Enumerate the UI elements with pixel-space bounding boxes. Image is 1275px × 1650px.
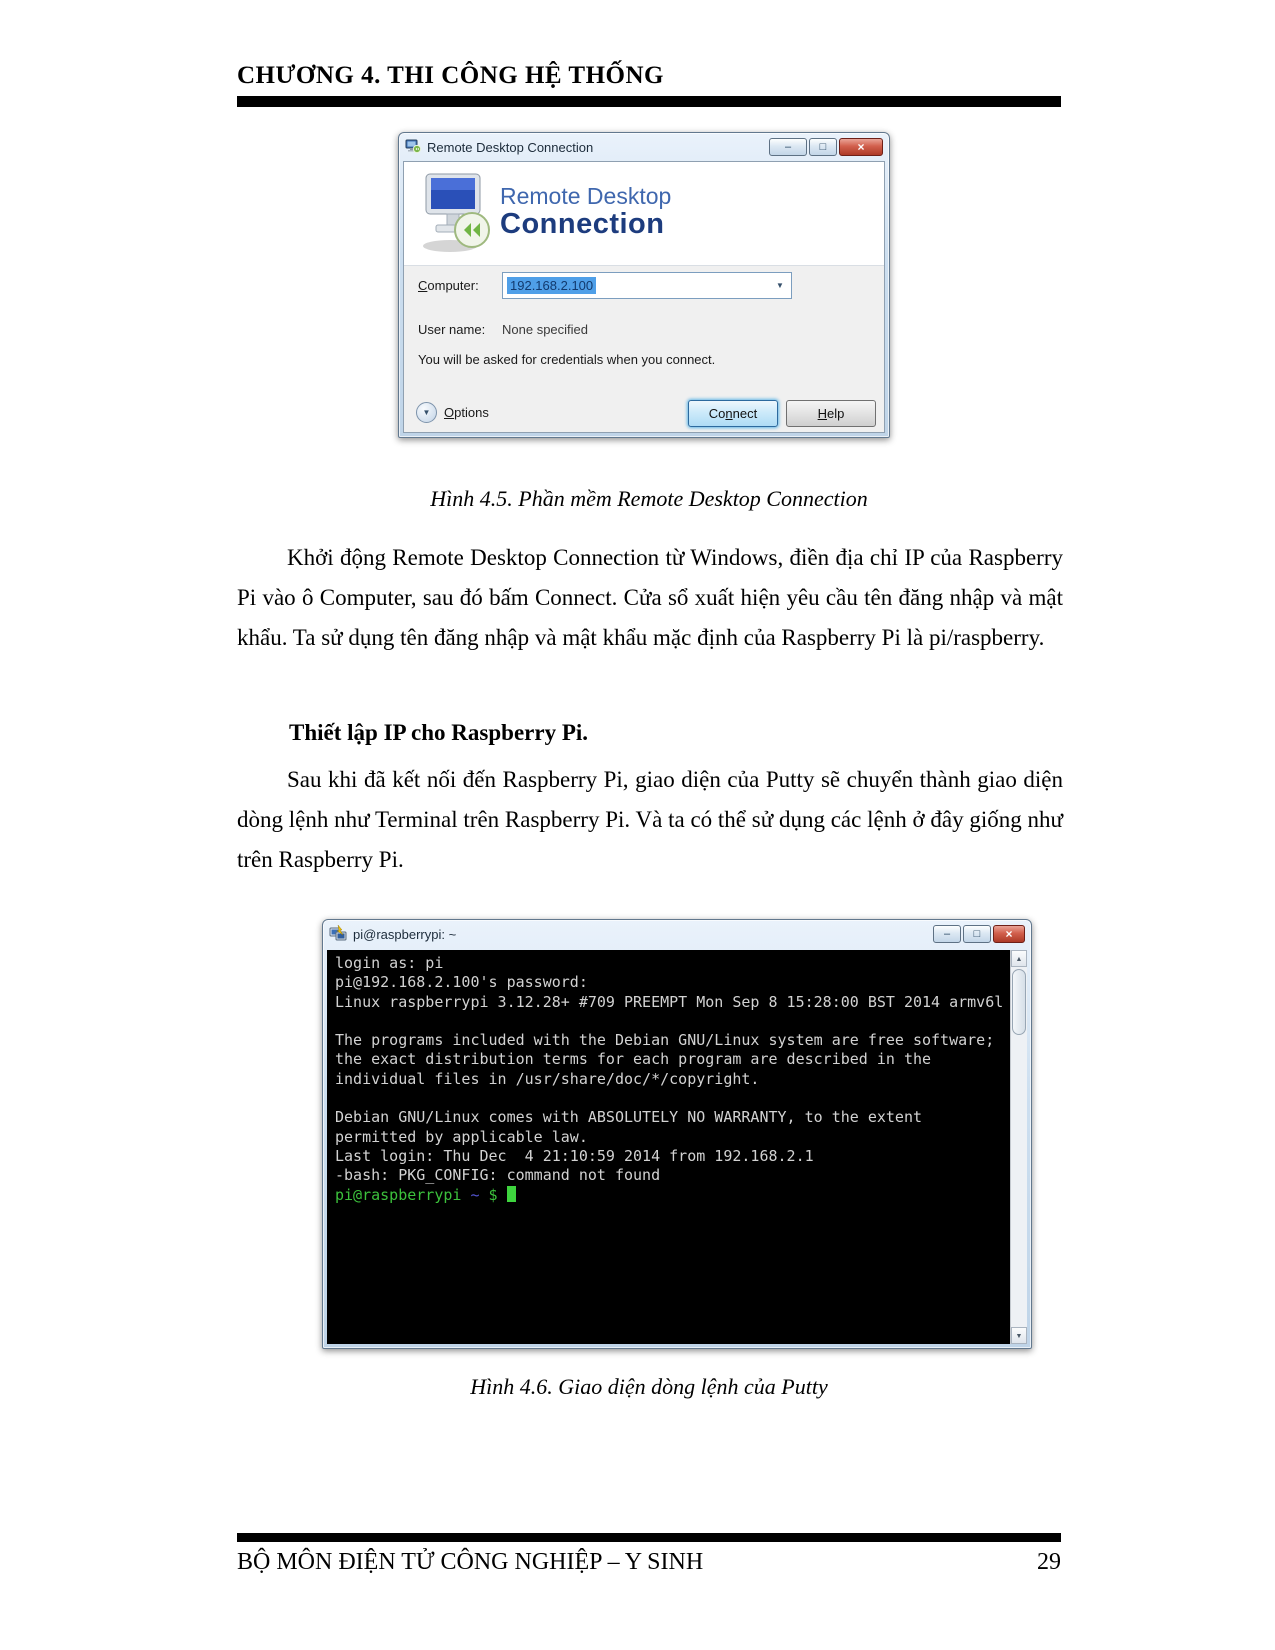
terminal-line: individual files in /usr/share/doc/*/copyright. [335,1069,760,1088]
rdc-window [398,132,890,438]
credentials-note: You will be asked for credentials when you connect. [418,352,716,367]
terminal-line: permitted by applicable law. [335,1127,588,1146]
prompt-symbol: $ [488,1185,498,1204]
terminal-line: Last login: Thu Dec 4 21:10:59 2014 from 192.168.2.1 [335,1146,814,1165]
rdc-window-title: Remote Desktop Connection [427,139,594,155]
rdc-brand [500,184,671,241]
computer-combobox[interactable] [502,272,792,299]
close-button[interactable] [839,138,883,156]
rdc-app-icon [405,138,421,157]
terminal-cursor [507,1186,516,1202]
close-icon: × [857,140,865,154]
terminal-line [335,1012,1003,1031]
combo-dropdown-button[interactable] [771,275,789,296]
terminal-line: login as: pi [335,954,444,972]
putty-window-title: pi@raspberrypi: ~ [353,926,457,942]
prompt-path: ~ [470,1185,480,1204]
scroll-down-button[interactable] [1011,1327,1027,1344]
options-button[interactable] [416,402,489,423]
page-footer [237,1549,1061,1576]
chevron-down-icon: ▼ [422,408,431,417]
footer-department: BỘ MÔN ĐIỆN TỬ CÔNG NGHIỆP – Y SINH [237,1549,704,1575]
scroll-up-button[interactable] [1011,950,1027,967]
computer-value: 192.168.2.100 [507,277,596,294]
brand-line-1: Remote Desktop [500,183,672,209]
minimize-icon: – [943,927,951,940]
options-expand-icon [416,402,437,423]
paragraph-1: Khởi động Remote Desktop Connection từ Windows, điền địa chỉ IP của Raspberry Pi vào ô Computer, sau đó bấm Connect. Cửa sổ xuất hiện yêu cầu tên đăng nhập và mật khẩu. Ta sử dụng tên đăng nhập và mật khẩu mặc định của Raspberry Pi là pi/raspberry. [237,545,1063,650]
terminal-line: the exact distribution terms for each program are described in the [335,1050,932,1069]
putty-titlebar[interactable] [323,920,1031,948]
figure-caption-4-5: Hình 4.5. Phần mềm Remote Desktop Connection [430,486,868,511]
remote-desktop-icon [420,172,494,259]
footer-rule [237,1533,1061,1542]
terminal-line: Debian GNU/Linux comes with ABSOLUTELY NO WARRANTY, to the extent [335,1108,922,1127]
terminal-line [335,1089,1003,1108]
minimize-icon: – [784,140,792,153]
options-label: Options [444,405,489,420]
help-label: Help [817,406,845,421]
rdc-banner [404,162,884,266]
brand-line-2: Connection [500,208,665,241]
putty-icon [329,925,347,944]
subheading: Thiết lập IP cho Raspberry Pi. [289,720,589,745]
maximize-icon: □ [819,140,827,153]
maximize-icon: □ [973,927,981,940]
minimize-button[interactable] [769,138,807,156]
chevron-down-icon: ▼ [776,281,784,290]
scroll-thumb[interactable] [1012,969,1026,1035]
arrow-up-icon: ▲ [1015,954,1023,963]
maximize-button[interactable] [963,925,991,943]
connect-button[interactable] [688,400,778,427]
minimize-button[interactable] [933,925,961,943]
computer-label: Computer: [418,278,479,293]
terminal-line: The programs included with the Debian GNU/Linux system are free software; [335,1031,995,1050]
header-rule [237,96,1061,107]
rdc-dialog-body [403,161,885,433]
connect-label: Connect [708,406,758,421]
rdc-titlebar[interactable] [399,133,889,161]
maximize-button[interactable] [809,138,837,156]
page-number: 29 [1037,1549,1061,1575]
terminal-line: Linux raspberrypi 3.12.28+ #709 PREEMPT Mon Sep 8 15:28:00 BST 2014 armv6l [335,992,1003,1011]
username-value: None specified [502,322,588,337]
terminal-line: pi@192.168.2.100's password: [335,973,588,992]
chapter-title: CHƯƠNG 4. THI CÔNG HỆ THỐNG [237,62,664,89]
close-icon: × [1005,927,1013,941]
terminal-prompt-line [335,1186,1003,1205]
prompt-user-host: pi@raspberrypi [335,1185,462,1204]
scrollbar-track[interactable] [1010,950,1027,1344]
terminal-line: -bash: PKG_CONFIG: command not found [335,1166,661,1185]
arrow-down-icon: ▼ [1015,1331,1023,1340]
username-label: User name: [418,322,486,337]
terminal-screen[interactable] [335,954,1003,1340]
paragraph-2: Sau khi đã kết nối đến Raspberry Pi, giao diện của Putty sẽ chuyển thành giao diện dòng lệnh như Terminal trên Raspberry Pi. Và ta có thể sử dụng các lệnh ở đây giống như trên Raspberry Pi. [237,767,1063,872]
figure-caption-4-6: Hình 4.6. Giao diện dòng lệnh của Putty [470,1374,828,1399]
help-button[interactable] [786,400,876,427]
terminal-body [327,950,1027,1344]
close-button[interactable] [993,925,1025,943]
putty-window [322,919,1032,1349]
